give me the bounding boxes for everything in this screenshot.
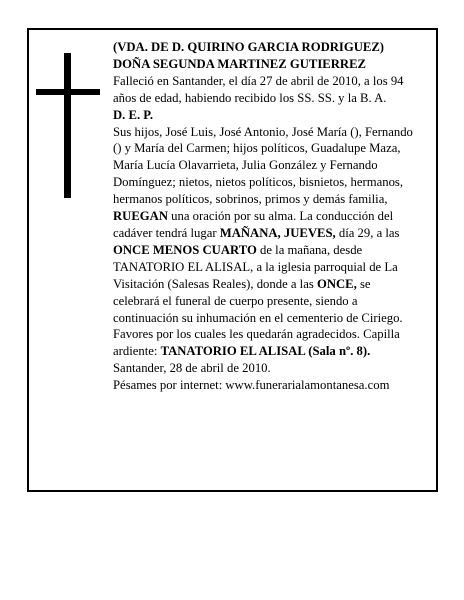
request-text-2: día 29, a las xyxy=(335,225,400,240)
widow-line: (VDA. DE D. QUIRINO GARCIA RODRIGUEZ) xyxy=(113,40,385,54)
obituary-text xyxy=(113,39,419,394)
cross-vertical-bar xyxy=(64,53,71,198)
request-text-3: de la mañana, desde TANATORIO EL ALISAL, a la iglesia parroquial de La Visitación (Salesas Reales), donde a las xyxy=(113,242,398,291)
once-label: ONCE, xyxy=(316,276,357,291)
ruegan-label: RUEGAN xyxy=(113,209,168,224)
family-list: Sus hijos, José Luis, José Antonio, José María (), Fernando () y María del Carmen; hijos políticos, Guadalupe Maza, María Lucía Olavarrieta, Julia González y Fernando Domínguez; nietos, nietos políticos, bisnietos, hermanos, hermanos políticos, sobrinos, primos y demás familia, xyxy=(113,124,413,207)
manana-jueves-label: MAÑANA, JUEVES, xyxy=(219,225,336,240)
request-text-4: se celebrará el funeral de cuerpo presente, siendo a continuación su inhumación en el cementerio de Ciriego. Favores por los cuales les quedarán agradecidos. Capilla ardiente: xyxy=(113,276,403,359)
tanatorio-sala-label: TANATORIO EL ALISAL (Sala nº. 8). xyxy=(160,344,371,359)
date-line: Santander, 28 de abril de 2010. xyxy=(113,361,271,376)
death-info: Falleció en Santander, el día 27 de abril de 2010, a los 94 años de edad, habiendo recibido los SS. SS. y la B. A. xyxy=(113,73,404,105)
cross-horizontal-bar xyxy=(36,89,100,95)
deceased-name: DOÑA SEGUNDA MARTINEZ GUTIERREZ xyxy=(113,56,366,71)
funeral-request xyxy=(113,208,419,360)
once-menos-cuarto-label: ONCE MENOS CUARTO xyxy=(113,242,257,257)
condolences-line: Pésames por internet: www.funerarialamontanesa.com xyxy=(113,378,390,393)
request-text-1: una oración por su alma. La conducción del cadáver tendrá lugar xyxy=(113,209,394,240)
latin-cross-icon xyxy=(36,53,100,198)
dep-line: D. E. P. xyxy=(113,107,154,122)
